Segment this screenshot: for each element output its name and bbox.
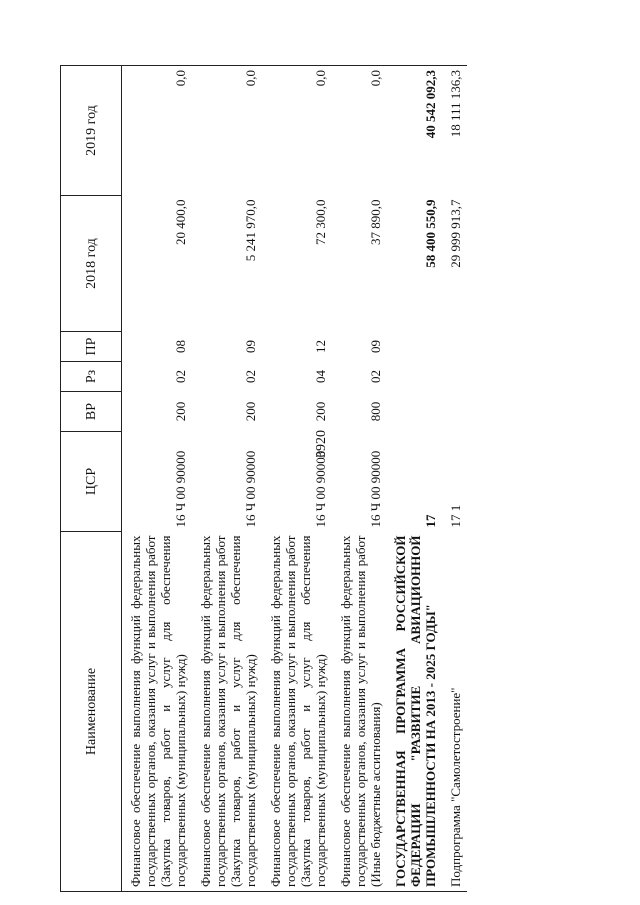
table-header: [61, 66, 122, 892]
row-csr: 16 Ч 00 90000: [368, 450, 383, 528]
budget-table-sheet: [60, 66, 588, 892]
row-name: Финансовое обеспечение выполнения функций федеральных государственных органов, оказания услуг и выполнения работ (Закупка товаров, работ и услуг для обеспечения государственных (муниципальных) нужд): [192, 532, 262, 892]
page-number: 3920: [314, 430, 329, 458]
row-rz: [387, 362, 442, 392]
row-2018: 58 400 550,9: [423, 199, 438, 268]
row-2018: 20 400,0: [173, 199, 188, 245]
row-vr: 200: [313, 401, 328, 422]
table-row-subprogram: [442, 66, 467, 892]
row-2018: 72 300,0: [313, 199, 328, 245]
row-csr: 16 Ч 00 90000: [313, 450, 328, 528]
table-row-program-total: [387, 66, 442, 892]
row-pr: 12: [313, 340, 328, 353]
row-rz: 02: [368, 370, 383, 383]
row-2018: 37 890,0: [368, 199, 383, 245]
row-vr: [442, 392, 467, 432]
table-body: [122, 66, 468, 892]
row-pr: 09: [243, 340, 258, 353]
header-rz: Рз: [61, 362, 122, 392]
row-2018: 29 999 913,7: [448, 199, 463, 268]
header-name: Наименование: [61, 532, 122, 892]
row-name: ГОСУДАРСТВЕННАЯ ПРОГРАММА РОССИЙСКОЙ ФЕДЕРАЦИИ "РАЗВИТИЕ АВИАЦИОННОЙ ПРОМЫШЛЕННОСТИ НА 2013 - 2025 ГОДЫ": [387, 532, 442, 892]
budget-table: [60, 65, 467, 892]
row-vr: 200: [173, 401, 188, 422]
header-csr: ЦСР: [61, 432, 122, 532]
row-vr: 800: [368, 401, 383, 422]
row-vr: 200: [243, 401, 258, 422]
row-name: Подпрограмма "Самолетостроение": [442, 532, 467, 892]
row-2018: 5 241 970,0: [243, 199, 258, 262]
header-vr: ВР: [61, 392, 122, 432]
row-vr: [387, 392, 442, 432]
row-pr: [387, 332, 442, 362]
row-csr: 17: [423, 514, 438, 528]
row-name: Финансовое обеспечение выполнения функций федеральных государственных органов, оказания услуг и выполнения работ (Закупка товаров, работ и услуг для обеспечения государственных (муниципальных) нужд): [122, 532, 193, 892]
row-rz: 02: [173, 370, 188, 383]
row-rz: 02: [243, 370, 258, 383]
table-row: [262, 66, 332, 892]
row-2019: 18 111 136,3: [442, 66, 467, 196]
row-name: Финансовое обеспечение выполнения функций федеральных государственных органов, оказания услуг и выполнения работ (Закупка товаров, работ и услуг для обеспечения государственных (муниципальных) нужд): [262, 532, 332, 892]
row-rz: [442, 362, 467, 392]
row-rz: 04: [313, 370, 328, 383]
row-csr: 16 Ч 00 90000: [243, 450, 258, 528]
row-name: Финансовое обеспечение выполнения функций федеральных государственных органов, оказания услуг и выполнения работ (Иные бюджетные ассигнования): [332, 532, 387, 892]
header-2019: 2019 год: [61, 66, 122, 196]
row-csr: 16 Ч 00 90000: [173, 450, 188, 528]
table-row: [122, 66, 193, 892]
row-pr: 08: [173, 340, 188, 353]
row-2019: 0,0: [192, 66, 262, 196]
header-pr: ПР: [61, 332, 122, 362]
table-row: [332, 66, 387, 892]
row-csr: 17 1: [448, 504, 463, 528]
header-2018: 2018 год: [61, 196, 122, 332]
row-pr: [442, 332, 467, 362]
row-2019: 0,0: [122, 66, 193, 196]
row-2019: 40 542 092,3: [387, 66, 442, 196]
row-2019: 0,0: [262, 66, 332, 196]
row-2019: 0,0: [332, 66, 387, 196]
table-row: [192, 66, 262, 892]
row-pr: 09: [368, 340, 383, 353]
